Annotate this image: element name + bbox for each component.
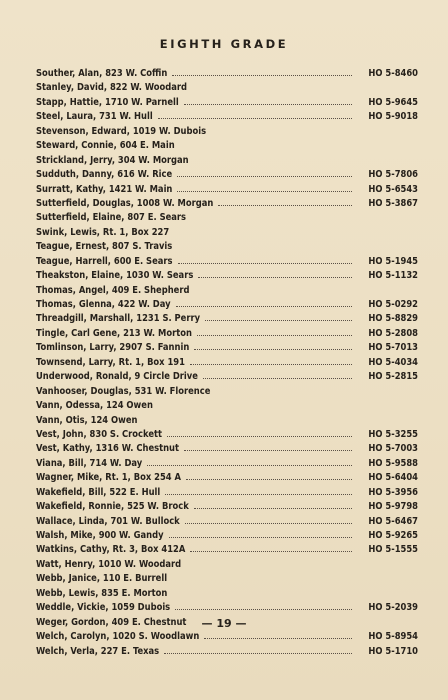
phone-number: HO 5-8954 (368, 631, 418, 643)
student-name-address: Vest, John, 830 S. Crockett (36, 428, 162, 440)
student-name-address: Teague, Ernest, 807 S. Travis (36, 241, 173, 253)
phone-number: HO 5-8460 (368, 68, 418, 79)
list-item (36, 645, 418, 659)
student-name-address: Walsh, Mike, 900 W. Gandy (36, 530, 164, 541)
list-item (36, 486, 418, 500)
student-name-address: Weddle, Vickie, 1059 Dubois (36, 602, 171, 614)
student-name-address: Welch, Verla, 227 E. Texas (36, 645, 160, 657)
list-item (36, 370, 418, 384)
student-name-address: Wakefield, Bill, 522 E. Hull (36, 486, 161, 498)
student-name-address: Threadgill, Marshall, 1231 S. Perry (36, 313, 201, 325)
student-name-address: Sudduth, Danny, 616 W. Rice (36, 169, 173, 181)
dot-leader (177, 191, 352, 192)
student-name-address: Webb, Lewis, 835 E. Morton (36, 587, 168, 599)
dot-leader (167, 436, 352, 437)
dot-leader (164, 653, 352, 654)
list-item (36, 414, 418, 428)
dot-leader (178, 263, 353, 264)
phone-number: HO 5-1555 (368, 544, 418, 556)
student-name-address: Souther, Alan, 823 W. Coffin (36, 68, 168, 79)
student-name-address: Swink, Lewis, Rt. 1, Box 227 (36, 226, 170, 238)
list-item (36, 139, 418, 153)
list-item (36, 471, 418, 485)
student-name-address: Viana, Bill, 714 W. Day (36, 457, 143, 469)
student-name-address: Wagner, Mike, Rt. 1, Box 254 A (36, 472, 181, 484)
page-number: — 19 — (201, 617, 247, 630)
list-item (36, 298, 418, 312)
list-item (36, 558, 418, 572)
dot-leader (190, 364, 352, 365)
list-item (36, 515, 418, 529)
list-item (36, 587, 418, 601)
student-name-address: Wallace, Linda, 701 W. Bullock (36, 515, 180, 527)
phone-number: HO 5-7806 (368, 169, 418, 181)
dot-leader (197, 335, 352, 336)
student-name-address: Watkins, Cathy, Rt. 3, Box 412A (36, 544, 186, 556)
phone-number: HO 5-7013 (368, 342, 418, 354)
student-name-address: Welch, Carolyn, 1020 S. Woodlawn (36, 631, 200, 643)
student-name-address: Weger, Gordon, 409 E. Chestnut (36, 616, 187, 628)
dot-leader (158, 118, 352, 119)
student-name-address: Wakefield, Ronnie, 525 W. Brock (36, 501, 189, 513)
dot-leader (176, 306, 352, 307)
list-item (36, 125, 418, 139)
phone-number: HO 5-1710 (368, 645, 418, 657)
dot-leader (194, 508, 352, 509)
student-name-address: Sutterfield, Elaine, 807 E. Sears (36, 212, 187, 224)
dot-leader (165, 494, 352, 495)
list-item (36, 269, 418, 283)
dot-leader (205, 320, 352, 321)
dot-leader (184, 104, 352, 105)
phone-number: HO 5-2039 (368, 602, 418, 614)
dot-leader (203, 378, 352, 379)
list-item (36, 500, 418, 514)
list-item (36, 255, 418, 269)
list-item (36, 96, 418, 110)
phone-number: HO 5-3255 (368, 428, 418, 440)
dot-leader (177, 176, 352, 177)
student-name-address: Underwood, Ronald, 9 Circle Drive (36, 371, 198, 383)
student-name-address: Strickland, Jerry, 304 W. Morgan (36, 154, 189, 166)
phone-number: HO 5-7003 (368, 443, 418, 455)
list-item (36, 442, 418, 456)
phone-number: HO 5-6404 (368, 472, 418, 484)
student-name-address: Stanley, David, 822 W. Woodard (36, 82, 188, 94)
dot-leader (194, 349, 352, 350)
list-item (36, 226, 418, 240)
dot-leader (185, 523, 352, 524)
list-item (36, 312, 418, 326)
phone-number: HO 5-8829 (368, 313, 418, 325)
list-item (36, 529, 418, 543)
dot-leader (186, 479, 352, 480)
list-item (36, 385, 418, 399)
student-name-address: Vest, Kathy, 1316 W. Chestnut (36, 443, 180, 455)
phone-number: HO 5-2808 (368, 327, 418, 339)
list-item (36, 399, 418, 413)
dot-leader (190, 551, 352, 552)
dot-leader (204, 638, 352, 639)
student-name-address: Thomas, Glenna, 422 W. Day (36, 299, 171, 310)
phone-number: HO 5-6543 (368, 183, 418, 195)
student-name-address: Steel, Laura, 731 W. Hull (36, 111, 153, 123)
phone-number: HO 5-2815 (368, 371, 418, 383)
student-name-address: Watt, Henry, 1010 W. Woodard (36, 558, 182, 570)
phone-number: HO 5-9018 (368, 111, 418, 123)
dot-leader (175, 609, 352, 610)
list-item (36, 341, 418, 355)
list-item (36, 67, 418, 81)
dot-leader (169, 537, 352, 538)
phone-number: HO 5-1132 (368, 270, 418, 282)
list-item (36, 327, 418, 341)
student-name-address: Vann, Otis, 124 Owen (36, 414, 138, 426)
list-item (36, 457, 418, 471)
phone-number: HO 5-9588 (368, 457, 418, 469)
student-name-address: Vann, Odessa, 124 Owen (36, 400, 153, 412)
phone-number: HO 5-0292 (368, 299, 418, 310)
list-item (36, 572, 418, 586)
list-item (36, 81, 418, 95)
list-item (36, 630, 418, 644)
phone-number: HO 5-3956 (368, 486, 418, 498)
student-name-address: Stevenson, Edward, 1019 W. Dubois (36, 125, 207, 137)
grade-heading: EIGHTH GRADE (159, 37, 289, 51)
list-item (36, 110, 418, 124)
student-name-address: Teague, Harrell, 600 E. Sears (36, 255, 173, 267)
phone-number: HO 5-4034 (368, 356, 418, 368)
dot-leader (147, 465, 352, 466)
list-item (36, 183, 418, 197)
phone-number: HO 5-9645 (368, 96, 418, 108)
dot-leader (218, 205, 352, 206)
student-name-address: Tomlinson, Larry, 2907 S. Fannin (36, 342, 190, 354)
phone-number: HO 5-9265 (368, 530, 418, 541)
dot-leader (198, 277, 352, 278)
dot-leader (172, 75, 352, 76)
list-item (36, 211, 418, 225)
phone-number: HO 5-6467 (368, 515, 418, 527)
student-directory-list (36, 67, 418, 659)
student-name-address: Surratt, Kathy, 1421 W. Main (36, 183, 173, 195)
list-item (36, 284, 418, 298)
list-item (36, 601, 418, 615)
list-item (36, 428, 418, 442)
student-name-address: Vanhooser, Douglas, 531 W. Florence (36, 385, 211, 397)
student-name-address: Tingle, Carl Gene, 213 W. Morton (36, 327, 192, 339)
list-item (36, 356, 418, 370)
dot-leader (184, 450, 352, 451)
list-item (36, 197, 418, 211)
student-name-address: Townsend, Larry, Rt. 1, Box 191 (36, 356, 185, 368)
list-item (36, 154, 418, 168)
phone-number: HO 5-9798 (368, 501, 418, 513)
phone-number: HO 5-1945 (368, 255, 418, 267)
student-name-address: Steward, Connie, 604 E. Main (36, 140, 175, 152)
list-item (36, 240, 418, 254)
phone-number: HO 5-3867 (368, 197, 418, 209)
student-name-address: Thomas, Angel, 409 E. Shepherd (36, 284, 190, 296)
list-item (36, 168, 418, 182)
student-name-address: Theakston, Elaine, 1030 W. Sears (36, 270, 194, 282)
list-item (36, 543, 418, 557)
student-name-address: Stapp, Hattie, 1710 W. Parnell (36, 96, 179, 108)
student-name-address: Sutterfield, Douglas, 1008 W. Morgan (36, 197, 214, 209)
student-name-address: Webb, Janice, 110 E. Burrell (36, 573, 168, 585)
